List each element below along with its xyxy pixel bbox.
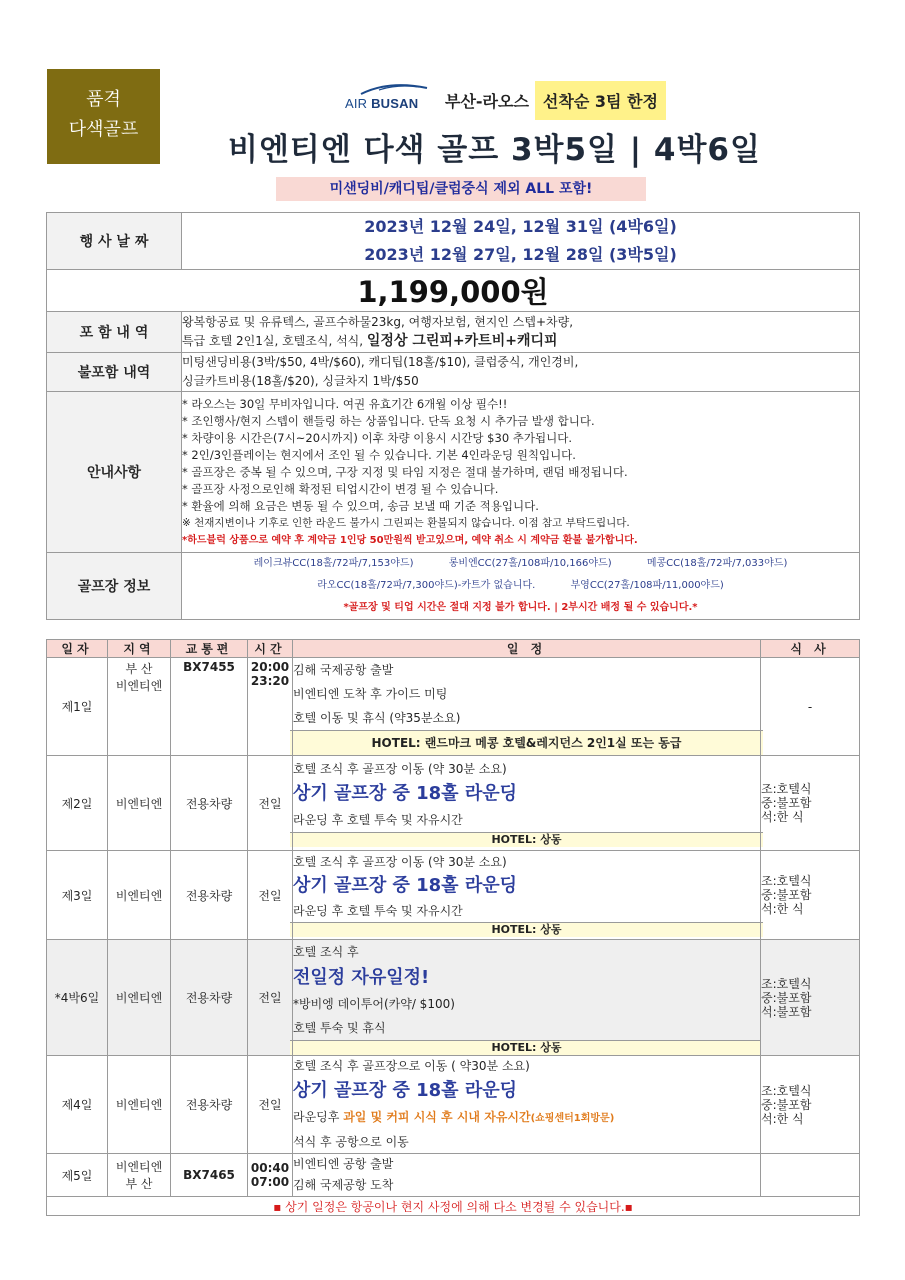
day-label: 제1일 bbox=[47, 658, 108, 756]
product-badge bbox=[47, 69, 160, 164]
golf-course: 라오CC(18홀/72파/7,300야드)-카트가 없습니다. bbox=[317, 580, 536, 591]
flight-time bbox=[248, 658, 293, 756]
header-meal: 식 사 bbox=[761, 640, 860, 658]
location bbox=[108, 1154, 171, 1197]
plan-line: 호텔 조식 후 골프장으로 이동 ( 약30분 소요) bbox=[293, 1059, 530, 1073]
logo-air: AIR bbox=[345, 96, 368, 111]
plan-highlight: 상기 골프장 중 18홀 라운딩 bbox=[293, 783, 517, 804]
plan-cell bbox=[293, 940, 761, 1056]
plan-highlight: 상기 골프장 중 18홀 라운딩 bbox=[293, 1080, 517, 1101]
time-line: 00:40 bbox=[250, 1161, 290, 1175]
transport: 전용차량 bbox=[171, 756, 248, 851]
schedule-footnote: ▪ 상기 일정은 항공이나 현지 사정에 의해 다소 변경될 수 있습니다.▪ bbox=[47, 1197, 860, 1216]
flight-time bbox=[248, 1154, 293, 1197]
meal-cell bbox=[761, 940, 860, 1056]
transport: 전용차량 bbox=[171, 851, 248, 940]
plan-line: 호텔 조식 후 bbox=[293, 945, 359, 959]
badge-line2: 다색골프 bbox=[68, 119, 139, 140]
schedule-row-day2 bbox=[47, 756, 860, 851]
price-value: 1,199,000원 bbox=[47, 270, 860, 312]
schedule-row-day4 bbox=[47, 1056, 860, 1154]
location-line: 부 산 bbox=[125, 662, 153, 676]
golf-warning: *골프장 및 티업 시간은 절대 지정 불가 합니다. | 2부시간 배정 될 수 있습니다.* bbox=[343, 602, 698, 613]
schedule-header bbox=[47, 640, 860, 658]
plan-line: 라운딩 후 호텔 투숙 및 자유시간 bbox=[293, 904, 463, 918]
notice-item: * 차량이용 시간은(7시~20시까지) 이후 차량 이용시 시간당 $30 추가됩니다. bbox=[182, 430, 572, 445]
schedule-row-day1 bbox=[47, 658, 860, 756]
schedule-row-day4-extra bbox=[47, 940, 860, 1056]
notice-red: *하드블럭 상품으로 예약 후 계약금 1인당 50만원씩 받고있으며, 예약 취소 시 계약금 환불 불가합니다. bbox=[182, 534, 638, 546]
plan-orange: 과일 및 커피 시식 후 시내 자유시간 bbox=[343, 1110, 531, 1124]
meal-breakfast: 조:호텔식 bbox=[761, 1083, 812, 1098]
logo-busan: BUSAN bbox=[371, 96, 419, 111]
meal-dinner: 석:불포함 bbox=[761, 1004, 812, 1019]
plan-line: 라운딩 후 호텔 투숙 및 자유시간 bbox=[293, 813, 463, 827]
include-line2a: 특급 호텔 2인1실, 호텔조식, 석식, bbox=[182, 334, 364, 348]
notice-item: * 골프장 사정으로인해 확정된 티업시간이 변경 될 수 있습니다. bbox=[182, 481, 499, 496]
golf-label: 골프장 정보 bbox=[47, 553, 182, 620]
time-line: 20:00 bbox=[250, 660, 290, 674]
header-time: 시간 bbox=[248, 640, 293, 658]
hotel-info: HOTEL: 상동 bbox=[290, 922, 763, 937]
hotel-info: HOTEL: 상동 bbox=[290, 832, 763, 847]
meal-dinner: 석:한 식 bbox=[761, 810, 804, 824]
transport: 전용차량 bbox=[171, 940, 248, 1056]
transport: 전용차량 bbox=[171, 1056, 248, 1154]
dates-line2: 2023년 12월 27일, 12월 28일 (3박5일) bbox=[364, 245, 677, 264]
header-plan: 일 정 bbox=[293, 640, 761, 658]
header-day: 일자 bbox=[47, 640, 108, 658]
notice-value bbox=[182, 392, 860, 553]
notice-label: 안내사항 bbox=[47, 392, 182, 553]
price-row bbox=[47, 270, 860, 312]
time-range: 전일 bbox=[248, 1056, 293, 1154]
golf-row bbox=[47, 553, 860, 620]
day-label: 제2일 bbox=[47, 756, 108, 851]
location: 비엔티엔 bbox=[108, 851, 171, 940]
hotel-info: HOTEL: 상동 bbox=[290, 1040, 763, 1055]
golf-course: 부영CC(27홀/108파/11,000야드) bbox=[570, 580, 724, 591]
notice-item: * 2인/3인플레이는 현지에서 조인 될 수 있습니다. 기본 4인라운딩 원칙입니다. bbox=[182, 447, 576, 462]
meal-cell bbox=[761, 1056, 860, 1154]
location bbox=[108, 658, 171, 756]
badge-line1: 품격 bbox=[86, 89, 121, 110]
exclude-label: 불포함 내역 bbox=[47, 353, 182, 392]
notice-row bbox=[47, 392, 860, 553]
time-line: 07:00 bbox=[250, 1175, 290, 1189]
brand-line bbox=[345, 82, 666, 118]
plan-line: 호텔 투숙 및 휴식 bbox=[293, 1021, 386, 1035]
dates-label: 행 사 날 짜 bbox=[47, 213, 182, 270]
meal-breakfast: 조:호텔식 bbox=[761, 976, 812, 991]
plan-line: 호텔 조식 후 골프장 이동 (약 30분 소요) bbox=[293, 762, 507, 776]
exclude-line1: 미팅샌딩비용(3박/$50, 4박/$60), 캐디팁(18홀/$10), 클럽중식, 개인경비, bbox=[182, 355, 579, 369]
time-range: 전일 bbox=[248, 940, 293, 1056]
flight-number: BX7455 bbox=[171, 658, 248, 756]
plan-cell bbox=[293, 756, 761, 851]
plan-line: 비엔티엔 공항 출발 bbox=[293, 1157, 394, 1171]
plan-highlight: 전일정 자유일정! bbox=[293, 967, 430, 988]
notice-item: * 환율에 의해 요금은 변동 될 수 있으며, 송금 보낼 때 기준 적용입니다. bbox=[182, 498, 539, 513]
schedule-row-day3 bbox=[47, 851, 860, 940]
exclude-value bbox=[182, 353, 860, 392]
plan-line: 석식 후 공항으로 이동 bbox=[293, 1135, 409, 1149]
exclude-line2: 싱글카트비용(18홀/$20), 싱글차지 1박/$50 bbox=[182, 374, 419, 388]
dates-row bbox=[47, 213, 860, 270]
plan-cell bbox=[293, 1154, 761, 1197]
plan-orange-small: (쇼핑센터1회방문) bbox=[530, 1113, 615, 1124]
golf-value bbox=[182, 553, 860, 620]
meal-lunch: 중:불포함 bbox=[761, 888, 812, 902]
meal-lunch: 중:불포함 bbox=[761, 1097, 812, 1112]
plan-line: 라운딩후 bbox=[293, 1110, 340, 1124]
meal-lunch: 중:불포함 bbox=[761, 990, 812, 1005]
route-label: 부산-라오스 bbox=[445, 91, 529, 111]
meal-cell bbox=[761, 1154, 860, 1197]
flight-number: BX7465 bbox=[171, 1154, 248, 1197]
plan-line: *방비엥 데이투어(카약/ $100) bbox=[293, 997, 455, 1011]
schedule-row-day5 bbox=[47, 1154, 860, 1197]
location-line: 비엔티엔 bbox=[115, 1160, 163, 1174]
include-line2b: 일정상 그린피+카트비+캐디피 bbox=[366, 333, 558, 349]
plan-cell bbox=[293, 658, 761, 756]
time-range: 전일 bbox=[248, 756, 293, 851]
footnote-row bbox=[47, 1197, 860, 1216]
meal-dinner: 석:한 식 bbox=[761, 902, 804, 916]
dates-line1: 2023년 12월 24일, 12월 31일 (4박6일) bbox=[364, 217, 677, 236]
location: 비엔티엔 bbox=[108, 940, 171, 1056]
meal-lunch: 중:불포함 bbox=[761, 796, 812, 810]
subtitle-banner: 미샌딩비/캐디팁/클럽중식 제외 ALL 포함! bbox=[276, 177, 646, 201]
day-label: 제3일 bbox=[47, 851, 108, 940]
meal-cell: - bbox=[761, 658, 860, 756]
day-label: 제4일 bbox=[47, 1056, 108, 1154]
include-value bbox=[182, 312, 860, 353]
header-trans: 교통편 bbox=[171, 640, 248, 658]
hotel-info: HOTEL: 랜드마크 메콩 호텔&레지던스 2인1실 또는 동급 bbox=[290, 730, 763, 755]
air-busan-logo bbox=[345, 82, 435, 118]
meal-cell bbox=[761, 851, 860, 940]
include-label: 포 함 내 역 bbox=[47, 312, 182, 353]
plan-line: 김해 국제공항 도착 bbox=[293, 1178, 394, 1192]
notice-item: * 라오스는 30일 무비자입니다. 여권 유효기간 6개월 이상 필수!! bbox=[182, 396, 508, 411]
info-table bbox=[46, 212, 860, 620]
golf-course: 메콩CC(18홀/72파/7,033야드) bbox=[646, 558, 788, 569]
day-label: *4박6일 bbox=[47, 940, 108, 1056]
page-title: 비엔티엔 다색 골프 3박5일 | 4박6일 bbox=[228, 132, 761, 168]
meal-breakfast: 조:호텔식 bbox=[761, 782, 812, 796]
exclude-row bbox=[47, 353, 860, 392]
plan-line: 비엔티엔 도착 후 가이드 미팅 bbox=[293, 687, 448, 701]
plan-line: 호텔 이동 및 휴식 (약35분소요) bbox=[293, 711, 461, 725]
location: 비엔티엔 bbox=[108, 1056, 171, 1154]
day-label: 제5일 bbox=[47, 1154, 108, 1197]
time-line: 23:20 bbox=[250, 674, 290, 688]
meal-breakfast: 조:호텔식 bbox=[761, 874, 812, 888]
plan-cell bbox=[293, 1056, 761, 1154]
header-loc: 지역 bbox=[108, 640, 171, 658]
meal-cell bbox=[761, 756, 860, 851]
golf-course: 레이크뷰CC(18홀/72파/7,153야드) bbox=[253, 558, 414, 569]
location-line: 부 산 bbox=[125, 1177, 153, 1191]
location: 비엔티엔 bbox=[108, 756, 171, 851]
plan-line: 호텔 조식 후 골프장 이동 (약 30분 소요) bbox=[293, 855, 507, 869]
dates-value bbox=[182, 213, 860, 270]
time-range: 전일 bbox=[248, 851, 293, 940]
include-line1: 왕복항공료 및 유류텍스, 골프수하물23kg, 여행자보험, 현지인 스텝+차량, bbox=[182, 315, 574, 329]
notice-item: * 골프장은 중복 될 수 있으며, 구장 지정 및 타임 지정은 절대 불가하며, 랜덤 배정됩니다. bbox=[182, 464, 628, 479]
plan-cell bbox=[293, 851, 761, 940]
plan-line: 김해 국제공항 출발 bbox=[293, 663, 394, 677]
location-line: 비엔티엔 bbox=[115, 679, 163, 693]
notice-small: ※ 천재지변이나 기후로 인한 라운드 불가시 그린피는 환불되지 않습니다. 이점 참고 부탁드립니다. bbox=[182, 516, 630, 529]
limit-label: 선착순 3팀 한정 bbox=[535, 81, 666, 120]
include-row bbox=[47, 312, 860, 353]
airplane-swoosh-icon bbox=[359, 82, 429, 96]
meal-dinner: 석:한 식 bbox=[761, 1111, 804, 1126]
plan-highlight: 상기 골프장 중 18홀 라운딩 bbox=[293, 875, 517, 896]
notice-item: * 조인행사/현지 스텝이 핸들링 하는 상품입니다. 단독 요청 시 추가금 발생 합니다. bbox=[182, 413, 595, 428]
golf-course: 롱비엔CC(27홀/108파/10,166야드) bbox=[448, 558, 612, 569]
schedule-table bbox=[46, 639, 860, 1216]
